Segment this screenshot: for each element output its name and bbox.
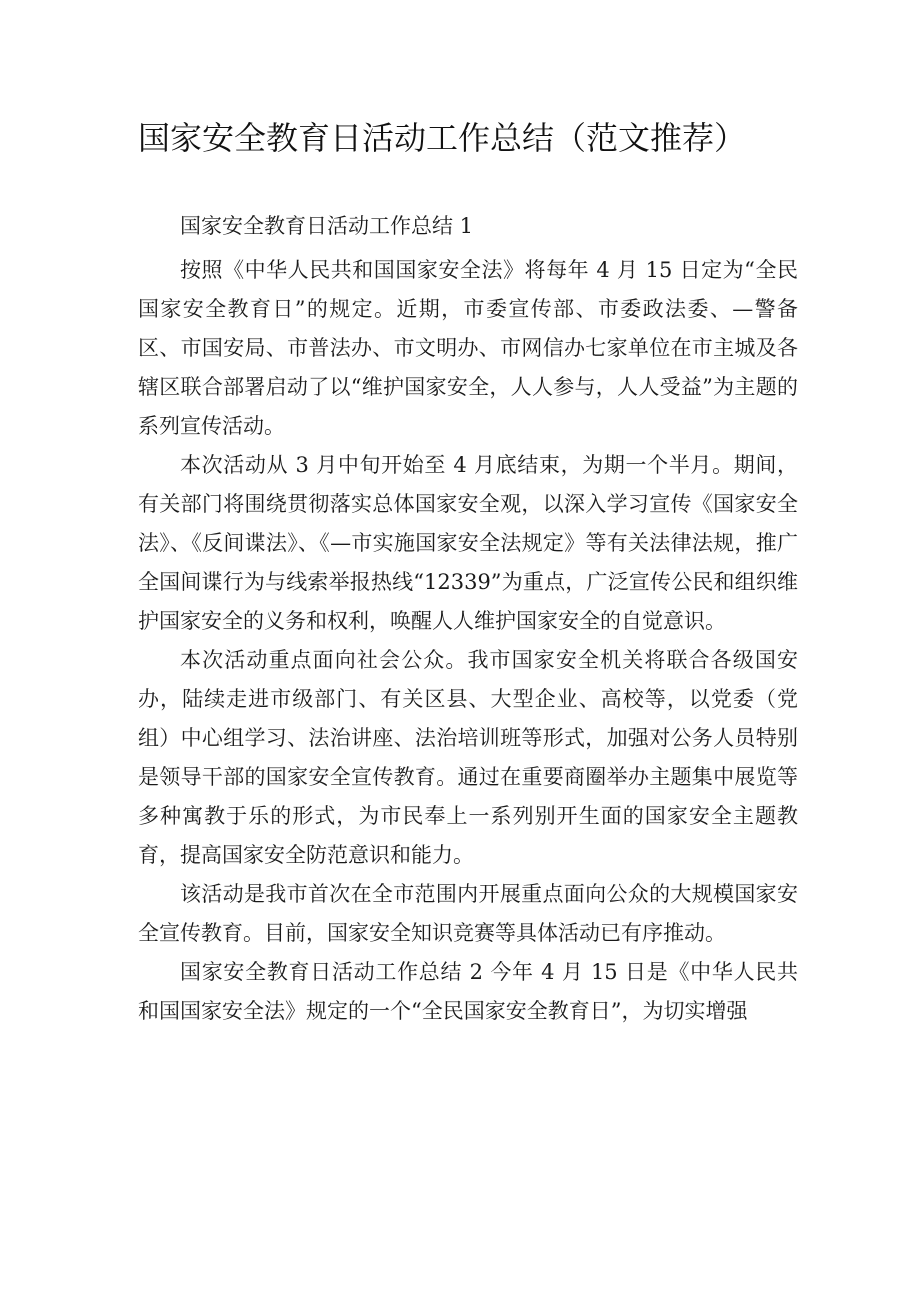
document-body <box>138 207 798 1031</box>
document-title: 国家安全教育日活动工作总结（范文推荐） <box>138 119 747 157</box>
paragraph: 国家安全教育日活动工作总结 2 今年 4 月 15 日是《中华人民共和国国家安全法》规定的一个“全民国家安全教育日”，为切实增强 <box>138 960 798 1023</box>
paragraph: 本次活动从 3 月中旬开始至 4 月底结束，为期一个半月。期间，有关部门将围绕贯彻落实总体国家安全观，以深入学习宣传《国家安全法》、《反间谍法》、《—市实施国家安全法规定》等有关法律法规，推广全国间谍行为与线索举报热线“12339”为重点，广泛宣传公民和组织维护国家安全的义务和权利，唤醒人人维护国家安全的自觉意识。 <box>138 453 798 633</box>
paragraph: 本次活动重点面向社会公众。我市国家安全机关将联合各级国安办，陆续走进市级部门、有关区县、大型企业、高校等，以党委（党组）中心组学习、法治讲座、法治培训班等形式，加强对公务人员特别是领导干部的国家安全宣传教育。通过在重要商圈举办主题集中展览等多种寓教于乐的形式，为市民奉上一系列别开生面的国家安全主题教育，提高国家安全防范意识和能力。 <box>138 648 798 867</box>
paragraph: 该活动是我市首次在全市范围内开展重点面向公众的大规模国家安全宣传教育。目前，国家安全知识竞赛等具体活动已有序推动。 <box>138 882 798 945</box>
paragraph: 按照《中华人民共和国国家安全法》将每年 4 月 15 日定为“全民国家安全教育日”的规定。近期，市委宣传部、市委政法委、—警备区、市国安局、市普法办、市文明办、市网信办七家单位在市主城及各辖区联合部署启动了以“维护国家安全，人人参与，人人受益”为主题的系列宣传活动。 <box>138 258 798 438</box>
section-subheading: 国家安全教育日活动工作总结 1 <box>180 214 474 238</box>
